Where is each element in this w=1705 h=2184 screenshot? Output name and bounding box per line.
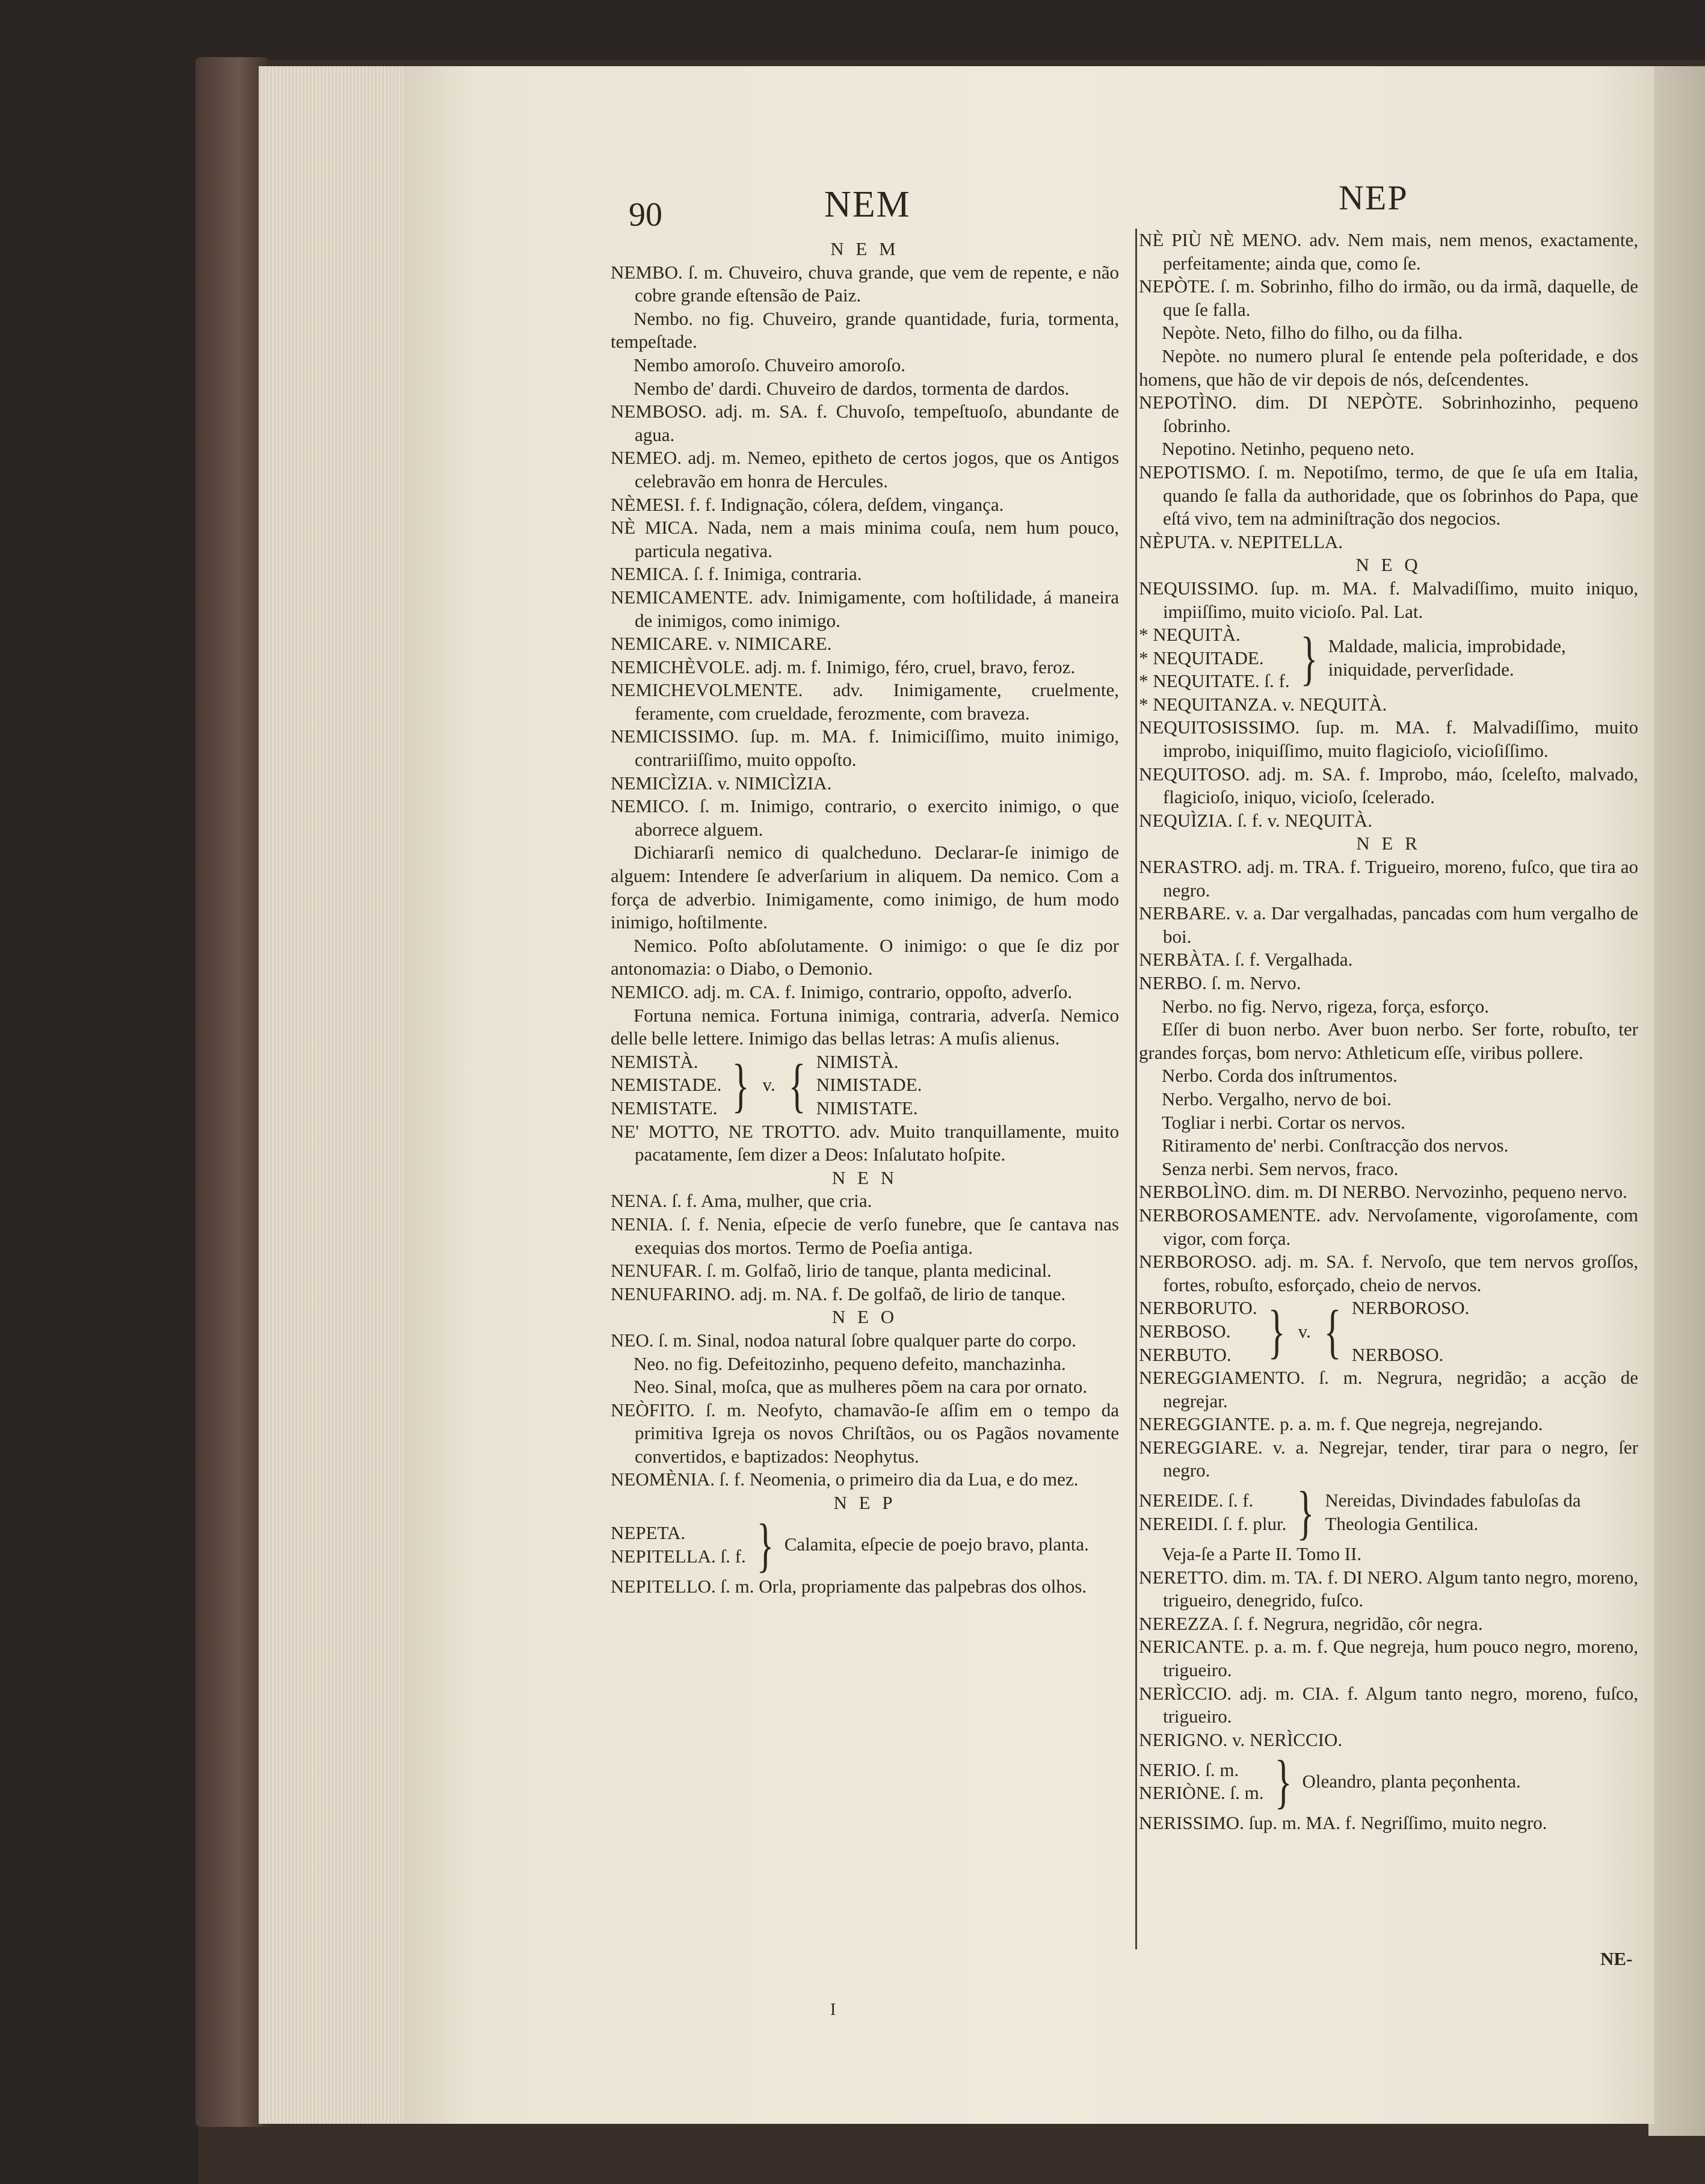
dictionary-entry: NEREZZA. ſ. f. Negrura, negridão, côr negra. <box>1139 1612 1483 1634</box>
dictionary-entry: NE' MOTTO, NE TROTTO. adv. Muito tranquillamente, muito pacatamente, ſem dizer a Deos: Inſalutato hoſpite. <box>611 1120 1119 1165</box>
bottom-mark: I <box>830 2000 836 2019</box>
dictionary-entry: NEMICISSIMO. ſup. m. MA. f. Inimiciſſimo, muito inimigo, contrariiſſimo, muito oppoſto. <box>611 726 1119 771</box>
dictionary-entry: NENIA. ſ. f. Nenia, eſpecie de verſo funebre, que ſe cantava nas exequias dos mortos. Termo de Poeſia antiga. <box>611 1213 1119 1258</box>
brace-glyph: } <box>756 1511 774 1578</box>
sub-entry: Nembo. no fig. Chuveiro, grande quantidade, furia, tormenta, tempeſtade. <box>611 307 1119 353</box>
brace-glyph: } <box>1268 1298 1286 1365</box>
brace-glyph: { <box>1324 1298 1342 1365</box>
brace-glyph: } <box>1296 1479 1315 1546</box>
dictionary-entry: NEMBOSO. adj. m. SA. f. Chuvoſo, tempeſtuoſo, abundante de agua. <box>611 401 1119 445</box>
dictionary-entry: NÈPUTA. v. NEPITELLA. <box>1139 531 1343 552</box>
sub-entry: Neo. Sinal, moſca, que as mulheres põem na cara por ornato. <box>634 1376 1088 1398</box>
dictionary-entry: NEMICHÈVOLE. adj. m. f. Inimigo, féro, cruel, bravo, feroz. <box>611 656 1076 677</box>
group-definition: NIMISTADE. <box>816 1074 922 1096</box>
dictionary-entry: * NEQUITANZA. v. NEQUITÀ. <box>1139 693 1387 715</box>
dictionary-entry: NEPOTÌNO. dim. DI NEPÒTE. Sobrinhozinho, pequeno ſobrinho. <box>1139 392 1638 436</box>
sub-entry: Nembo amoroſo. Chuveiro amoroſo. <box>634 354 905 375</box>
next-page-edge <box>1648 66 1705 2136</box>
dictionary-entry: NEMICA. ſ. f. Inimiga, contraria. <box>611 563 862 585</box>
dictionary-entry: NEQUITOSISSIMO. ſup. m. MA. f. Malvadiſſimo, muito improbo, iniquiſſimo, muito flagicioſo, vicioſiſſimo. <box>1139 717 1638 762</box>
dictionary-entry: NENUFAR. ſ. m. Golfaõ, lirio de tanque, planta medicinal. <box>611 1260 1052 1282</box>
running-head-right: NEP <box>1339 178 1408 217</box>
dictionary-entry: NEMICARE. v. NIMICARE. <box>611 633 832 655</box>
dictionary-entry: NEO. ſ. m. Sinal, nodoa natural ſobre qualquer parte do corpo. <box>611 1329 1076 1351</box>
catchword: NE- <box>1600 1948 1633 1969</box>
dictionary-entry: NEREGGIANTE. p. a. m. f. Que negreja, negrejando. <box>1139 1413 1543 1435</box>
dictionary-entry: NERBOROSO. adj. m. SA. f. Nervoſo, que tem nervos groſſos, fortes, robuſto, esforçado, cheio de nervos. <box>1139 1251 1638 1295</box>
dictionary-entry: NENA. ſ. f. Ama, mulher, que cria. <box>611 1190 872 1212</box>
dictionary-entry: NEMBO. ſ. m. Chuveiro, chuva grande, que vem de repente, e não cobre grande eſtensão de Paiz. <box>611 261 1119 306</box>
dictionary-entry: NERÌCCIO. adj. m. CIA. f. Algum tanto negro, moreno, fuſco, trigueiro. <box>1139 1682 1638 1727</box>
group-headword: NEREIDI. ſ. f. plur. <box>1139 1513 1287 1535</box>
group-headword: NERBOSO. <box>1139 1320 1231 1342</box>
dictionary-entry: NÈMESI. f. f. Indignação, cólera, deſdem, vingança. <box>611 493 1004 515</box>
dictionary-entry: NÈ MICA. Nada, nem a mais minima couſa, nem hum pouco, particula negativa. <box>611 517 1119 561</box>
section-heading: N E N <box>831 1167 898 1188</box>
group-definition: NERBOSO. <box>1351 1343 1444 1365</box>
sub-entry: Nerbo. Vergalho, nervo de boi. <box>1162 1088 1392 1109</box>
brace-glyph: { <box>788 1051 806 1118</box>
group-definition <box>1352 1320 1638 1343</box>
group-headword: * NEQUITATE. ſ. f. <box>1139 670 1290 692</box>
group-headword: NEREIDE. ſ. f. <box>1139 1490 1254 1511</box>
book-cover <box>196 57 268 2127</box>
dictionary-entry: NEPITELLO. ſ. m. Orla, propriamente das palpebras dos olhos. <box>611 1575 1087 1597</box>
sub-entry: Dichiararſi nemico di qualcheduno. Declarar-ſe inimigo de alguem: Intendere ſe adverſarium in aliquem. Da nemico. Com a força de adverbio. Inimigamente, como inimigo, de hum modo inimigo, hoſtilmente. <box>611 842 1119 933</box>
brace-glyph: } <box>1274 1748 1292 1815</box>
dictionary-entry: NEREGGIAMENTO. ſ. m. Negrura, negridão; a acção de negrejar. <box>1139 1367 1638 1411</box>
group-definition: Oleandro, planta peçonhenta. <box>1302 1771 1521 1792</box>
dictionary-entry: NERASTRO. adj. m. TRA. f. Trigueiro, moreno, fuſco, que tira ao negro. <box>1139 856 1638 901</box>
brace-glyph: } <box>1300 624 1318 691</box>
dictionary-entry: NEMICÌZIA. v. NIMICÌZIA. <box>611 772 832 794</box>
left-column <box>611 238 1119 1598</box>
dictionary-entry: NEMEO. adj. m. Nemeo, epitheto de certos jogos, que os Antigos celebravão em honra de Hercules. <box>611 447 1119 492</box>
dictionary-entry: NERBOLÌNO. dim. m. DI NERBO. Nervozinho, pequeno nervo. <box>1139 1181 1627 1203</box>
right-column <box>1139 229 1638 1835</box>
dictionary-entry: NEMICO. adj. m. CA. f. Inimigo, contrario, oppoſto, adverſo. <box>611 981 1073 1002</box>
sub-entry: Ritiramento de' nerbi. Conſtracção dos nervos. <box>1162 1135 1509 1156</box>
entry-group <box>1139 623 1638 693</box>
group-reference: v. <box>762 1074 775 1096</box>
dictionary-entry: NEMICO. ſ. m. Inimigo, contrario, o exercito inimigo, o que aborrece alguem. <box>611 795 1119 840</box>
dictionary-entry: NEQUÌZIA. ſ. f. v. NEQUITÀ. <box>1139 809 1372 831</box>
sub-entry: Eſſer di buon nerbo. Aver buon nerbo. Ser forte, robuſto, ter grandes forças, bom nervo: Athleticum eſſe, viribus pollere. <box>1139 1019 1638 1063</box>
sub-entry: Nerbo. no fig. Nervo, rigeza, força, esforço. <box>1162 995 1489 1017</box>
group-headword: NEPETA. <box>611 1522 686 1544</box>
dictionary-entry: NEMICAMENTE. adv. Inimigamente, com hoſtilidade, á maneira de inimigos, como inimigo. <box>611 586 1119 631</box>
section-heading: N E Q <box>1355 554 1422 576</box>
group-reference: v. <box>1298 1320 1311 1342</box>
entry-group <box>1139 1748 1638 1815</box>
dictionary-entry: NEMICHEVOLMENTE. adv. Inimigamente, cruelmente, feramente, com crueldade, ferozmente, com braveza. <box>611 679 1119 724</box>
dictionary-entry: NENUFARINO. adj. m. NA. f. De golfaõ, de lirio de tanque. <box>611 1283 1066 1304</box>
group-headword: * NEQUITADE. <box>1139 647 1264 668</box>
group-headword: NEMISTÀ. <box>611 1050 698 1072</box>
group-headword: NEPITELLA. ſ. f. <box>611 1545 746 1567</box>
sub-entry: Nembo de' dardi. Chuveiro de dardos, tormenta de dardos. <box>634 377 1070 399</box>
section-heading: N E M <box>830 238 899 259</box>
sub-entry: Neo. no fig. Defeitozinho, pequeno defeito, manchazinha. <box>634 1353 1066 1374</box>
sub-entry: Fortuna nemica. Fortuna inimiga, contraria, adverſa. Nemico delle belle lettere. Inimigo das bellas letras: A muſis alienus. <box>611 1004 1119 1049</box>
column-rule <box>1135 229 1137 1949</box>
group-definition: NERBOROSO. <box>1351 1297 1470 1319</box>
sub-entry: Senza nerbi. Sem nervos, fraco. <box>1162 1158 1399 1179</box>
dictionary-entry: NEREGGIARE. v. a. Negrejar, tender, tirar para o negro, ſer negro. <box>1139 1436 1638 1481</box>
dictionary-entry: NERISSIMO. ſup. m. MA. f. Negriſſimo, muito negro. <box>1139 1812 1547 1834</box>
brace-glyph: } <box>732 1051 750 1118</box>
section-heading: N E R <box>1356 833 1421 854</box>
group-headword: NERBORUTO. <box>1139 1297 1257 1319</box>
dictionary-entry: NEQUITOSO. adj. m. SA. f. Improbo, máo, ſceleſto, malvado, flagicioſo, iniquo, vicioſo, ſcelerado. <box>1139 763 1638 808</box>
dictionary-entry: NERBO. ſ. m. Nervo. <box>1139 972 1301 993</box>
group-definition: NIMISTATE. <box>816 1097 918 1118</box>
group-definition: NIMISTÀ. <box>816 1050 899 1072</box>
group-definition: Nereidas, Divindades fabuloſas da Theologia Gentilica. <box>1325 1490 1581 1535</box>
section-heading: N E P <box>833 1492 896 1514</box>
dictionary-entry: NERIGNO. v. NERÌCCIO. <box>1139 1729 1343 1750</box>
group-definition: Maldade, malicia, improbidade, iniquidade, perverſidade. <box>1328 635 1566 680</box>
group-headword: NERBUTO. <box>1139 1343 1232 1365</box>
dictionary-entry: NERBÀTA. ſ. f. Vergalhada. <box>1139 949 1353 970</box>
group-headword: NEMISTATE. <box>611 1097 718 1118</box>
dictionary-entry: NERETTO. dim. m. TA. f. DI NERO. Algum tanto negro, moreno, trigueiro, denegrido, fuſco. <box>1139 1566 1638 1611</box>
page-edges <box>259 66 403 2124</box>
page-number: 90 <box>629 196 662 233</box>
dictionary-entry: NEPOTISMO. ſ. m. Nepotiſmo, termo, de que ſe uſa em Italia, quando ſe falla da authoridade, que os ſobrinhos do Papa, que eſtá vivo, tem na adminiſtração dos negocios. <box>1139 461 1638 529</box>
dictionary-entry: NEPÒTE. ſ. m. Sobrinho, filho do irmão, ou da irmã, daquelle, de que ſe falla. <box>1139 276 1638 320</box>
entry-group <box>611 1050 1119 1120</box>
entry-group <box>611 1511 1119 1578</box>
dictionary-entry: NERICANTE. p. a. m. f. Que negreja, hum pouco negro, moreno, trigueiro. <box>1139 1636 1638 1681</box>
sub-entry: Nemico. Poſto abſolutamente. O inimigo: o que ſe diz por antonomazia: o Diabo, o Demonio. <box>611 934 1119 979</box>
section-heading: N E O <box>831 1306 898 1328</box>
group-headword: NERIÒNE. ſ. m. <box>1139 1782 1264 1804</box>
sub-entry: Nepòte. Neto, filho do filho, ou da filha. <box>1162 322 1463 344</box>
dictionary-entry: NEQUISSIMO. ſup. m. MA. f. Malvadiſſimo, muito iniquo, impiiſſimo, muito vicioſo. Pal. Lat. <box>1139 577 1638 622</box>
dictionary-entry: NERBARE. v. a. Dar vergalhadas, pancadas com hum vergalho de boi. <box>1139 902 1638 947</box>
sub-entry: Nerbo. Corda dos inſtrumentos. <box>1162 1065 1398 1087</box>
group-headword: NERIO. ſ. m. <box>1139 1759 1239 1780</box>
dictionary-entry: NEOMÈNIA. ſ. f. Neomenia, o primeiro dia da Lua, e do mez. <box>611 1469 1079 1490</box>
sub-entry: Togliar i nerbi. Cortar os nervos. <box>1162 1111 1406 1133</box>
entry-group <box>1139 1297 1638 1366</box>
sub-entry: Nepòte. no numero plural ſe entende pela poſteridade, e dos homens, que hão de vir depois de nós, deſcendentes. <box>1139 345 1638 390</box>
group-definition: Calamita, eſpecie de poejo bravo, planta. <box>784 1534 1089 1555</box>
group-headword: NEMISTADE. <box>611 1074 722 1096</box>
sub-entry: Nepotino. Netinho, pequeno neto. <box>1162 438 1415 460</box>
entry-group <box>1139 1479 1638 1546</box>
dictionary-entry: NEÒFITO. ſ. m. Neofyto, chamavão-ſe aſſim em o tempo da primitiva Igreja os novos Chriſtãos, ou os Pagãos novamente convertidos, e baptizados: Neophytus. <box>611 1399 1119 1467</box>
dictionary-entry: NERBOROSAMENTE. adv. Nervoſamente, vigoroſamente, com vigor, com força. <box>1139 1204 1638 1249</box>
group-headword: * NEQUITÀ. <box>1139 624 1241 646</box>
running-head-left: NEM <box>824 184 911 225</box>
dictionary-entry: NÈ PIÙ NÈ MENO. adv. Nem mais, nem menos, exactamente, perfeitamente; ainda que, como ſe. <box>1139 229 1638 274</box>
sub-entry: Veja-ſe a Parte II. Tomo II. <box>1162 1543 1362 1565</box>
